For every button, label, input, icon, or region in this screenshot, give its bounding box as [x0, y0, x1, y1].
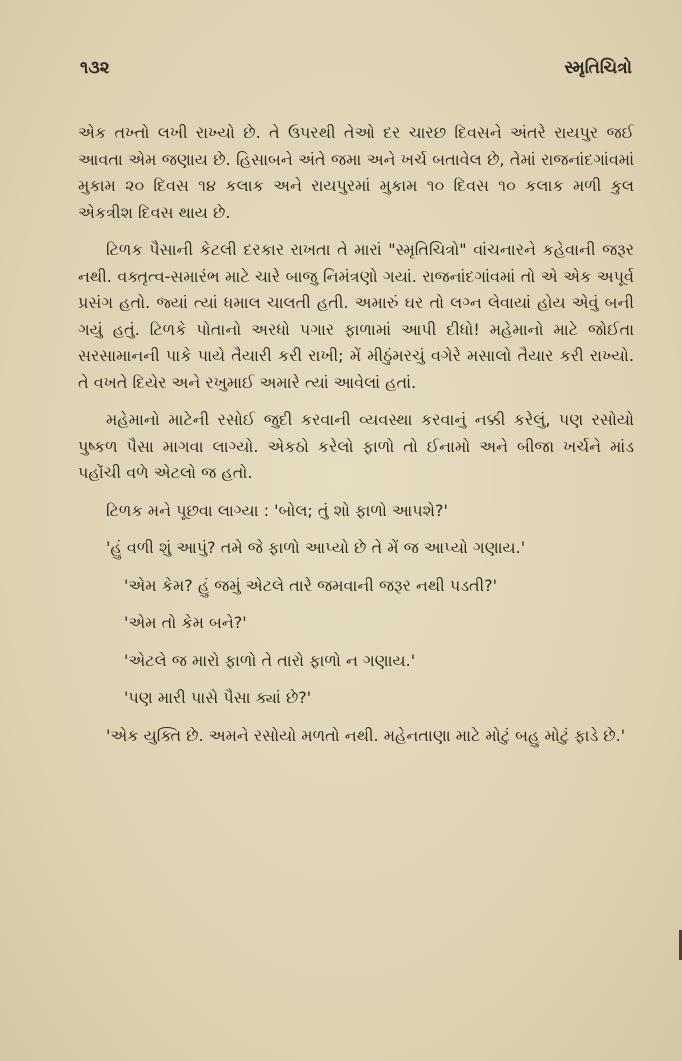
page-number: ૧૩૨ [80, 58, 110, 78]
dialogue-line: 'એમ કેમ? હું જમું એટલે તારે જમવાની જરૂર નથી પડતી?' [124, 575, 498, 595]
running-title: સ્મૃતિચિત્રો [564, 58, 632, 78]
paragraph: મહેમાનો માટેની રસોઈ જુદી કરવાની વ્યવસ્થા કરવાનું નક્કી કરેલું, પણ રસોયો પુષ્કળ પૈસા માગવા લાગ્યો. એકઠો કરેલો ફાળો તો ઈનામો અને બીજા ખર્ચને માંડ પહોંચી વળે એટલો જ હતો. [78, 410, 634, 482]
paragraph: એક તખ્તો લખી રાખ્યો છે. તે ઉપરથી તેઓ દર ચારછ દિવસને અંતરે રાયપુર જઈ આવતા એમ જણાય છે. હિસાબને અંતે જમા અને ખર્ચ બતાવેલ છે, તેમાં રાજનાંદગાંવમાં મુકામ ૨૦ દિવસ ૧૪ કલાક અને રાયપુરમાં મુકામ ૧૦ દિવસ ૧૦ કલાક મળી કુલ એકત્રીશ દિવસ થાય છે. [78, 123, 634, 222]
page-body [78, 120, 634, 760]
dialogue-line: 'હું વળી શું આપું? તમે જે ફાળો આપ્યો છે તે મેં જ આપ્યો ગણાય.' [106, 538, 526, 557]
dialogue-line: 'એટલે જ મારો ફાળો તે તારો ફાળો ન ગણાય.' [124, 650, 416, 670]
dialogue-line: 'પણ મારી પાસે પૈસા ક્યાં છે?' [124, 688, 312, 707]
dialogue-line: ટિળક મને પૂછવા લાગ્યા : 'બોલ; તું શો ફાળો આપશે?' [106, 500, 448, 520]
dialogue-line: 'એક યુક્તિ છે. અમને રસોયો મળતો નથી. મહેનતાણા માટે મોટું બહુ મોટું ફાડે છે.' [106, 725, 626, 745]
paragraph: ટિળક પૈસાની કેટલી દરકાર રાખતા તે મારાં "સ્મૃતિચિત્રો" વાંચનારને કહેવાની જરૂર નથી. વક્તૃત્વ-સમારંભ માટે ચારે બાજુ નિમંત્રણો ગયાં. રાજનાંદગાંવમાં તો એ એક અપૂર્વ પ્રસંગ હતો. જ્યાં ત્યાં ધમાલ ચાલતી હતી. અમારું ઘર તો લગ્ન લેવાયાં હોય એવું બની ગયું હતું. ટિળકે પોતાનો અરધો પગાર ફાળામાં આપી દીધો! મહેમાનો માટે જોઈતા સરસામાનની પાકે પાયે તૈયારી કરી રાખી; મેં મીઠુંમરચું વગેરે મસાલો તૈયાર કરી રાખ્યો. તે વખતે દિયેર અને રખુમાઈ અમારે ત્યાં આવેલાં હતાં. [78, 240, 634, 392]
page-header [80, 58, 632, 78]
dialogue-line: 'એમ તો કેમ બને?' [124, 613, 247, 632]
